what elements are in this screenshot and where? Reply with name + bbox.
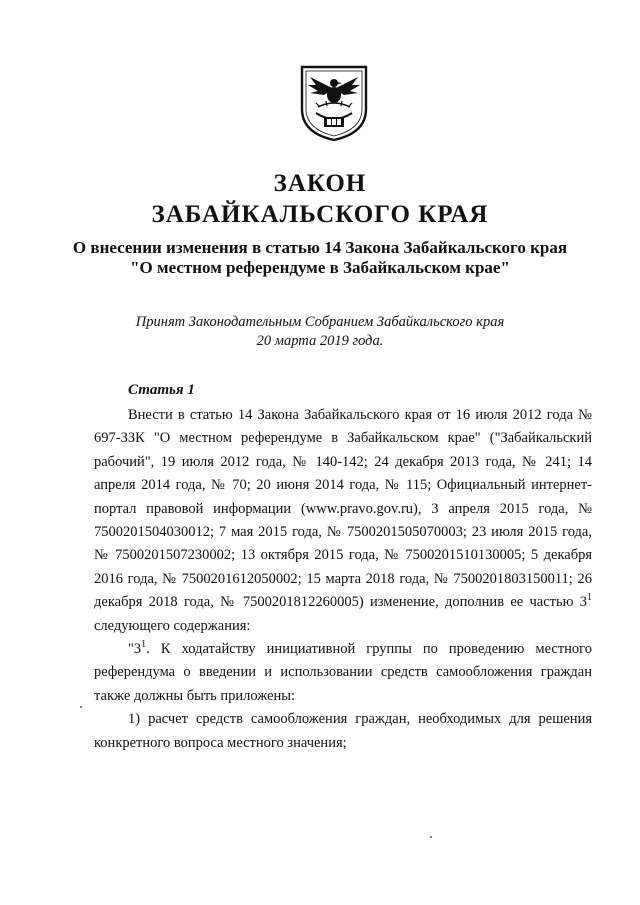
superscript: 1 xyxy=(587,592,592,604)
adoption-note xyxy=(60,313,580,351)
superscript: 1 xyxy=(141,639,147,651)
subtitle-line: О внесении изменения в статью 14 Закона Забайкальского края xyxy=(72,238,568,257)
paragraph-text: . К ходатайству инициативной группы по проведению местного референдума о введении и использовании средств самообложения граждан также должны быть приложены: xyxy=(94,641,592,704)
paragraph-text: "3 xyxy=(128,641,142,658)
law-subtitle xyxy=(60,238,580,278)
paragraph: 1) расчет средств самообложения граждан, необходимых для решения конкретного вопроса местного значения; xyxy=(94,711,592,751)
adoption-line: Принят Законодательным Собранием Забайкальского края xyxy=(135,314,505,330)
paragraph xyxy=(94,638,592,708)
scan-speck xyxy=(80,706,82,708)
adoption-date: 20 марта 2019 года. xyxy=(256,333,384,349)
coat-of-arms-emblem xyxy=(296,63,372,143)
document-type-title: ЗАКОН xyxy=(273,170,367,197)
region-title: ЗАБАЙКАЛЬСКОГО КРАЯ xyxy=(151,201,489,228)
scan-speck xyxy=(430,836,432,838)
paragraph-text: Внести в статью 14 Закона Забайкальского края от 16 июля 2012 года № 697-ЗЗК "О местном референдуме в Забайкальском крае" ("Забайкальский рабочий", 19 июля 2012 года, № 140-142; 24 декабря 2013 года, № 241; 14 апреля 2014 года, № 70; 20 июня 2014 года, № 115; Официальный интернет-портал правовой информации (www.pravo.gov.ru), 3 апреля 2015 года, № 7500201504030012; 7 мая 2015 года, № 7500201505070003; 23 июля 2015 года, № 7500201507230002; 13 октября 2015 года, № 7500201510130005; 5 декабря 2016 года, № 7500201612050002; 15 марта 2018 года, № 7500201803150011; 26 декабря 2018 года, № 7500201812260005) изменение, дополнив ее частью 3 xyxy=(94,407,592,611)
paragraph xyxy=(94,404,592,638)
article-heading: Статья 1 xyxy=(128,382,195,398)
article-body xyxy=(94,404,592,755)
subtitle-line: "О местном референдуме в Забайкальском крае" xyxy=(130,258,510,277)
paragraph-text: следующего содержания: xyxy=(94,617,251,634)
